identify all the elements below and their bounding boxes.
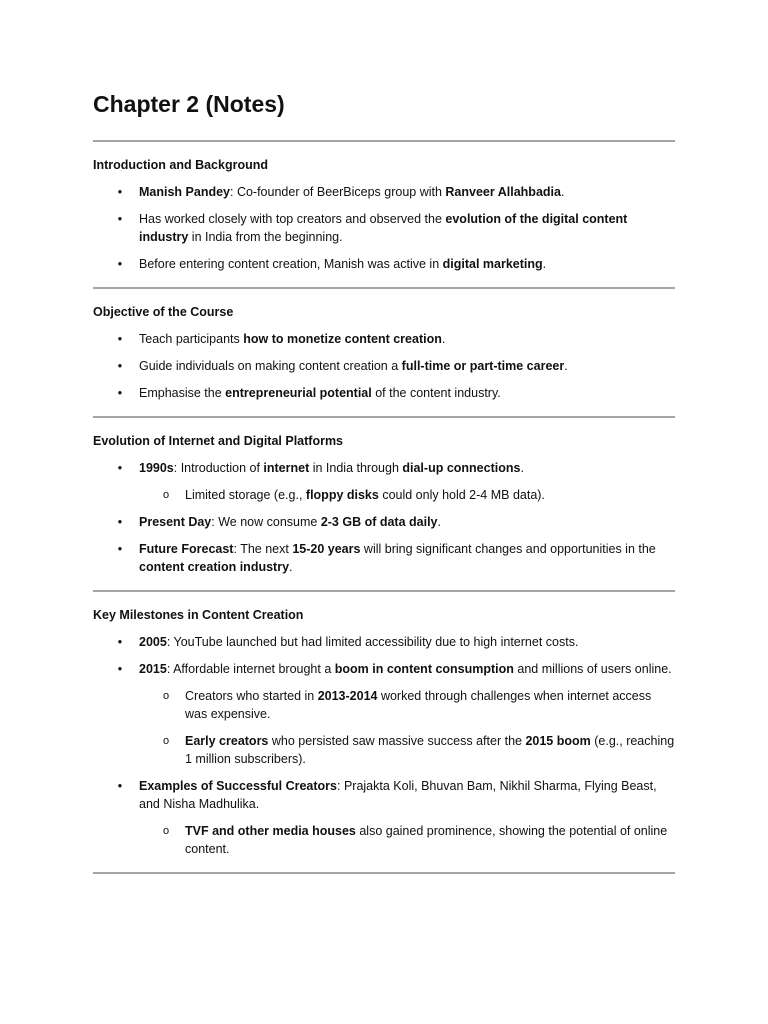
bullet-icon: • — [117, 779, 123, 793]
sub-bullet-list — [139, 687, 675, 768]
document-page — [93, 86, 675, 874]
list-item: • Emphasise the entrepreneurial potential of the content industry. — [93, 384, 675, 402]
list-item: • Present Day: We now consume 2-3 GB of data daily. — [93, 513, 675, 531]
section-heading: Introduction and Background — [93, 158, 268, 172]
sub-list-item: o TVF and other media houses also gained prominence, showing the potential of online content. — [162, 824, 668, 856]
bullet-icon: • — [117, 359, 123, 373]
bullet-icon: • — [117, 185, 123, 199]
list-item: • Before entering content creation, Manish was active in digital marketing. — [93, 255, 675, 273]
list-item: • 1990s: Introduction of internet in India through dial-up connections. o Limited storage (e.g., floppy disks could only hold 2-4 MB data). — [93, 459, 675, 504]
list-item: • Guide individuals on making content creation a full-time or part-time career. — [93, 357, 675, 375]
sub-bullet-list — [139, 486, 675, 504]
bullet-list — [93, 330, 675, 402]
bullet-icon: • — [117, 542, 123, 556]
list-item: • Examples of Successful Creators: Prajakta Koli, Bhuvan Bam, Nikhil Sharma, Flying Beast, and Nisha Madhulika. o TVF and other media houses also gained prominence, showing the potential of online content. — [93, 777, 675, 858]
section-introduction — [93, 142, 675, 287]
page-title: Chapter 2 (Notes) — [93, 91, 285, 117]
sub-bullet-list — [139, 822, 675, 858]
section-heading: Objective of the Course — [93, 305, 234, 319]
bullet-list — [93, 459, 675, 576]
list-item: • Manish Pandey: Co-founder of BeerBiceps group with Ranveer Allahbadia. — [93, 183, 675, 201]
sub-list-item: o Early creators who persisted saw massive success after the 2015 boom (e.g., reaching 1 million subscribers). — [162, 734, 675, 766]
bullet-icon: • — [117, 515, 123, 529]
bullet-icon: • — [117, 386, 123, 400]
circle-bullet-icon: o — [162, 735, 170, 747]
circle-bullet-icon: o — [162, 489, 170, 501]
bullet-list — [93, 633, 675, 858]
circle-bullet-icon: o — [162, 825, 170, 837]
list-item: • Has worked closely with top creators and observed the evolution of the digital content industry in India from the beginning. — [93, 210, 675, 246]
list-item: • 2015: Affordable internet brought a boom in content consumption and millions of users online. o Creators who started in 2013-2014 worked through challenges when internet access was expensive. o Early creators who persisted saw massive success after the 2015 boom (e.g., reaching 1 million subscribers). — [93, 660, 675, 768]
bullet-list — [93, 183, 675, 273]
bullet-icon: • — [117, 662, 123, 676]
bullet-icon: • — [117, 332, 123, 346]
section-divider — [93, 872, 675, 874]
bullet-icon: • — [117, 257, 123, 271]
section-evolution — [93, 418, 675, 590]
list-item: • Future Forecast: The next 15-20 years will bring significant changes and opportunities in the content creation industry. — [93, 540, 675, 576]
list-item: • 2005: YouTube launched but had limited accessibility due to high internet costs. — [93, 633, 675, 651]
bullet-icon: • — [117, 212, 123, 226]
section-heading: Key Milestones in Content Creation — [93, 608, 304, 622]
section-heading: Evolution of Internet and Digital Platforms — [93, 434, 344, 448]
circle-bullet-icon: o — [162, 690, 170, 702]
section-milestones — [93, 592, 675, 872]
list-item: • Teach participants how to monetize content creation. — [93, 330, 675, 348]
sub-list-item: o Limited storage (e.g., floppy disks could only hold 2-4 MB data). — [162, 488, 545, 502]
sub-list-item: o Creators who started in 2013-2014 worked through challenges when internet access was expensive. — [162, 689, 652, 721]
bullet-icon: • — [117, 635, 123, 649]
section-objective — [93, 289, 675, 416]
bullet-icon: • — [117, 461, 123, 475]
